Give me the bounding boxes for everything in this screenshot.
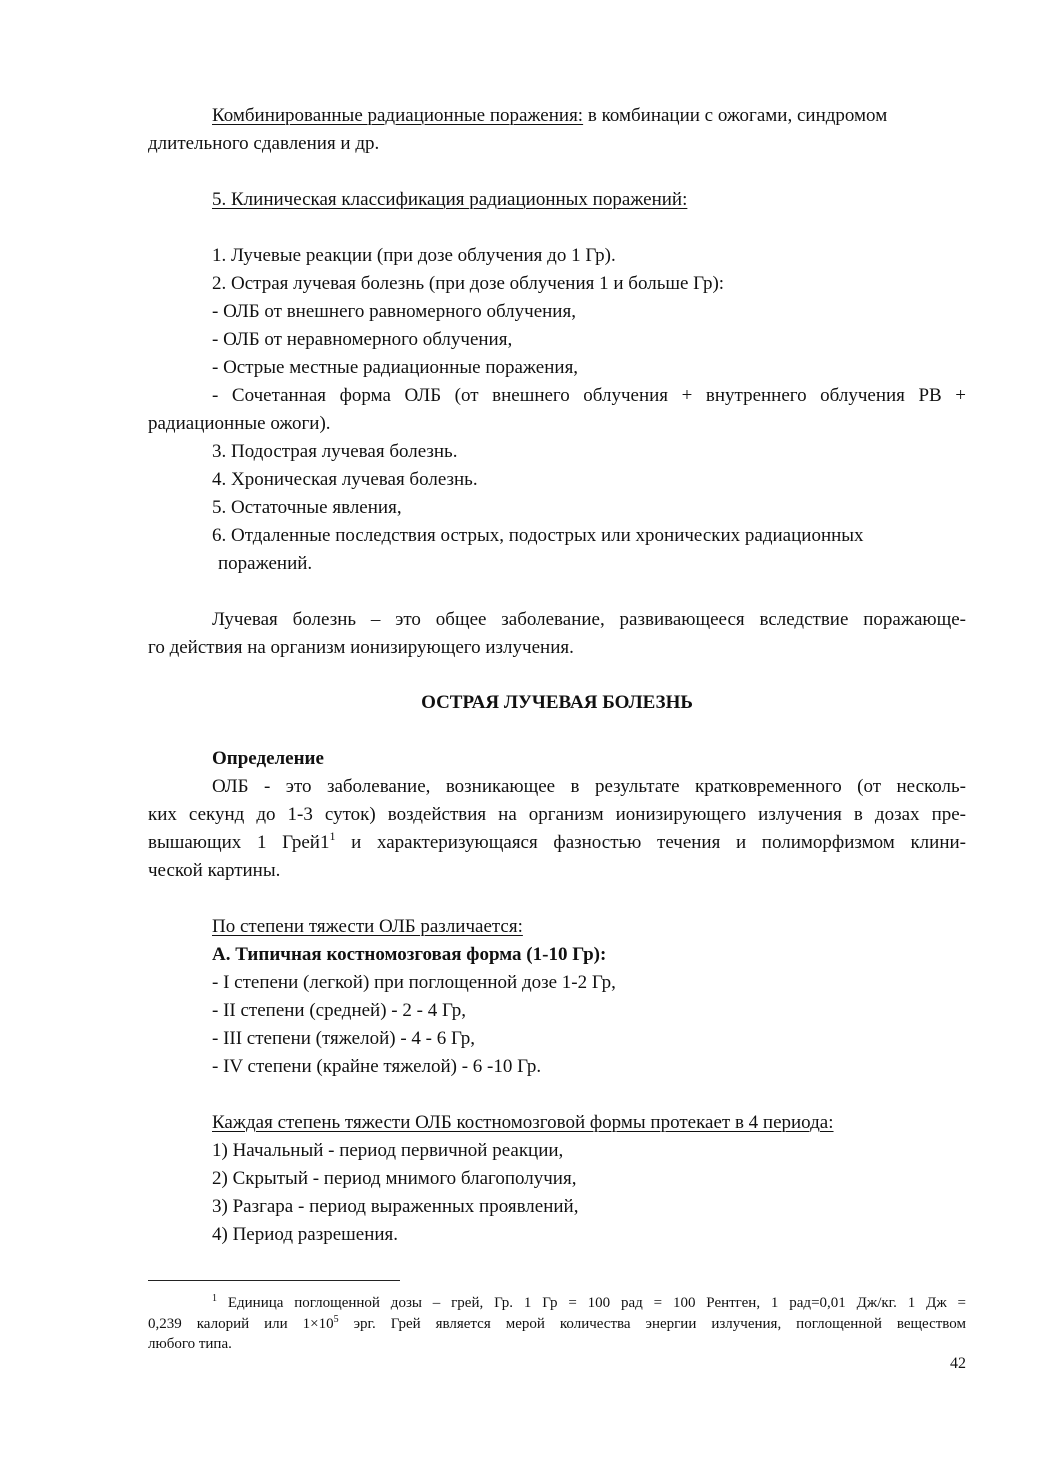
list-item-continuation: поражений. (218, 553, 313, 574)
list-item: - Острые местные радиационные поражения, (212, 357, 579, 378)
list-item: - ОЛБ от внешнего равномерного облучения, (212, 301, 576, 322)
combined-injuries-line2: длительного сдавления и др. (148, 133, 380, 154)
list-item: 2) Скрытый - период мнимого благополучия, (212, 1168, 577, 1189)
list-item: 5. Остаточные явления, (212, 497, 402, 518)
list-item: - III степени (тяжелой) - 4 - 6 Гр, (212, 1028, 476, 1049)
page-title: ОСТРАЯ ЛУЧЕВАЯ БОЛЕЗНЬ (421, 692, 693, 713)
list-item: - II степени (средней) - 2 - 4 Гр, (212, 1000, 466, 1021)
section-heading: 5. Клиническая классификация радиационных поражений: (212, 189, 688, 210)
list-item: 4. Хроническая лучевая болезнь. (212, 469, 478, 490)
list-item: - Сочетанная форма ОЛБ (от внешнего облучения + внутреннего облучения РВ + (212, 385, 966, 406)
paragraph-line: вышающих 1 $Грей1^1$ и характеризующаяся фазностью течения и полиморфизмом клини- (148, 829, 966, 853)
list-item-continuation: радиационные ожоги). (148, 413, 331, 434)
paragraph-line: ОЛБ - это заболевание, возникающее в результате кратковременного (от несколь- (212, 776, 966, 797)
definition-heading: Определение (212, 748, 324, 769)
list-item: - I степени (легкой) при поглощенной дозе 1-2 Гр, (212, 972, 616, 993)
footnote-divider (148, 1280, 400, 1281)
footnote-line: любого типа. (148, 1336, 232, 1352)
paragraph-line: ческой картины. (148, 860, 281, 881)
list-item: 4) Период разрешения. (212, 1224, 399, 1245)
periods-heading: Каждая степень тяжести ОЛБ костномозговой формы протекает в 4 периода: (212, 1112, 834, 1133)
severity-heading: По степени тяжести ОЛБ различается: (212, 916, 523, 937)
footnote-line: $^1$ Единица поглощенной дозы – грей, Гр. 1 Гр = 100 рад = 100 Рентген, 1 рад=0,01 Дж/кг. 1 Дж = (212, 1293, 966, 1311)
footnote-marker: 1 (212, 1293, 217, 1304)
list-item: 1. Лучевые реакции (при дозе облучения до 1 Гр). (212, 245, 616, 266)
paragraph-line: Лучевая болезнь – это общее заболевание, развивающееся вследствие поражающе- (212, 609, 966, 630)
list-item: 1) Начальный - период первичной реакции, (212, 1140, 564, 1161)
footnote-ref[interactable]: 1 (329, 829, 336, 843)
list-item: - IV степени (крайне тяжелой) - 6 -10 Гр. (212, 1056, 542, 1077)
list-item: 3) Разгара - период выраженных проявлений, (212, 1196, 579, 1217)
list-item: - ОЛБ от неравномерного облучения, (212, 329, 513, 350)
page-number: 42 (950, 1355, 966, 1372)
list-item: 3. Подострая лучевая болезнь. (212, 441, 458, 462)
combined-injuries-text: в комбинации с ожогами, синдромом (583, 105, 888, 126)
list-item: 2. Острая лучевая болезнь (при дозе облучения 1 и больше Гр): (212, 273, 725, 294)
paragraph-line: го действия на организм ионизирующего излучения. (148, 637, 574, 658)
form-heading: А. Типичная костномозговая форма (1-10 Гр): (212, 944, 607, 965)
combined-injuries-line1 (212, 104, 966, 128)
footnote-line: 0,239 калорий или $1\times 10^5$ эрг. Грей является мерой количества энергии излучения, поглощенной веществом (148, 1314, 966, 1332)
combined-injuries-term: Комбинированные радиационные поражения: (212, 105, 584, 126)
list-item: 6. Отдаленные последствия острых, подострых или хронических радиационных (212, 525, 864, 546)
paragraph-line: ких секунд до 1-3 суток) воздействия на организм ионизирующего излучения в дозах пре- (148, 804, 966, 825)
